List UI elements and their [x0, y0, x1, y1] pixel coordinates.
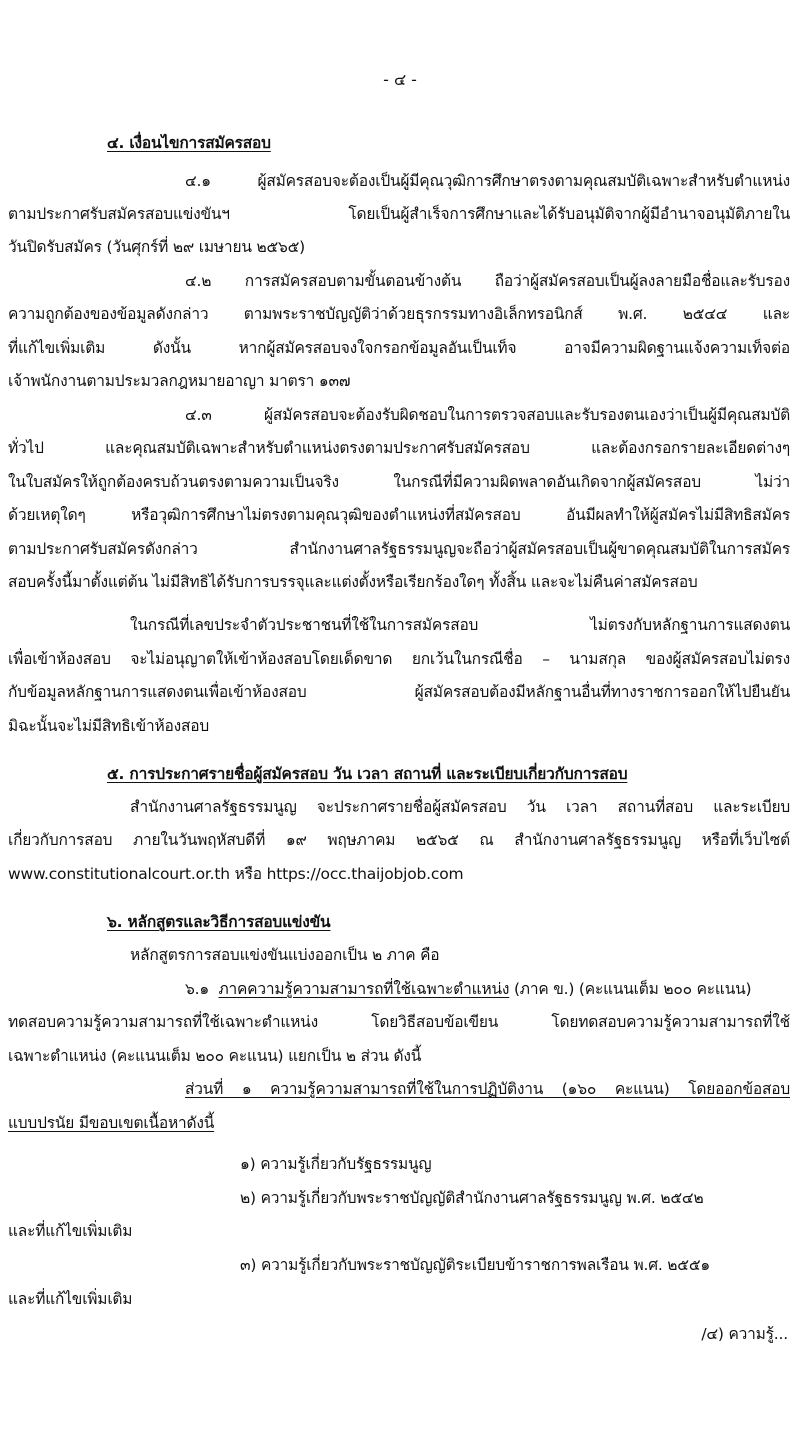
para-4-4-line: เพื่อเข้าห้องสอบ จะไม่อนุญาตให้เข้าห้องสอบโดยเด็ดขาด ยกเว้นในกรณีชื่อ – นามสกุล ของผู้สมัครสอบไม่ตรง	[8, 650, 790, 668]
para-6-1-line: ทดสอบความรู้ความสามารถที่ใช้เฉพาะตำแหน่ง โดยวิธีสอบข้อเขียน โดยทดสอบความรู้ความสามารถที่ใช้	[8, 1013, 790, 1031]
para-4-2-line: ที่แก้ไขเพิ่มเติม ดังนั้น หากผู้สมัครสอบจงใจกรอกข้อมูลอันเป็นเท็จ อาจมีความผิดฐานแจ้งความเท็จต่อ	[8, 339, 790, 357]
section-5-heading: ๕. การประกาศรายชื่อผู้สมัครสอบ วัน เวลา สถานที่ และระเบียบเกี่ยวกับการสอบ	[107, 765, 628, 783]
list-item-continuation: และที่แก้ไขเพิ่มเติม	[8, 1290, 133, 1308]
section-5-url-line: www.constitutionalcourt.or.th หรือ https://occ.thaijobjob.com	[8, 865, 464, 883]
section-5-line: สำนักงานศาลรัฐธรรมนูญ จะประกาศรายชื่อผู้สมัครสอบ วัน เวลา สถานที่สอบ และระเบียบ	[130, 798, 790, 816]
list-item: ๓) ความรู้เกี่ยวกับพระราชบัญญัติระเบียบข้าราชการพลเรือน พ.ศ. ๒๕๕๑	[240, 1256, 711, 1274]
section-4-heading: ๔. เงื่อนไขการสมัครสอบ	[107, 134, 271, 152]
para-4-4-line: ในกรณีที่เลขประจำตัวประชาชนที่ใช้ในการสมัครสอบ ไม่ตรงกับหลักฐานการแสดงตน	[130, 616, 790, 634]
para-4-1-line: วันปิดรับสมัคร (วันศุกร์ที่ ๒๙ เมษายน ๒๕๖๕)	[8, 238, 306, 256]
para-4-3-line: ด้วยเหตุใดๆ หรือวุฒิการศึกษาไม่ตรงตามคุณวุฒิของตำแหน่งที่สมัครสอบ อันมีผลทำให้ผู้สมัครไม่มีสิทธิสมัคร	[8, 506, 790, 524]
para-6-1-number: ๖.๑	[185, 980, 210, 998]
continuation-marker: /๔) ความรู้...	[701, 1325, 788, 1343]
section-5-line: เกี่ยวกับการสอบ ภายในวันพฤหัสบดีที่ ๑๙ พฤษภาคม ๒๕๖๕ ณ สำนักงานศาลรัฐธรรมนูญ หรือที่เว็บไซต์	[8, 831, 790, 849]
section-6-intro: หลักสูตรการสอบแข่งขันแบ่งออกเป็น ๒ ภาค คือ	[130, 946, 440, 964]
list-item: ๑) ความรู้เกี่ยวกับรัฐธรรมนูญ	[240, 1155, 432, 1173]
para-4-2-line: ๔.๒ การสมัครสอบตามขั้นตอนข้างต้น ถือว่าผู้สมัครสอบเป็นผู้ลงลายมือชื่อและรับรอง	[185, 272, 790, 290]
para-6-1-title-underlined: ภาคความรู้ความสามารถที่ใช้เฉพาะตำแหน่ง	[218, 980, 510, 998]
para-6-1-title	[185, 978, 800, 1000]
para-4-1-line: ๔.๑ ผู้สมัครสอบจะต้องเป็นผู้มีคุณวุฒิการศึกษาตรงตามคุณสมบัติเฉพาะสำหรับตำแหน่ง	[185, 172, 790, 190]
part-1-line: ส่วนที่ ๑ ความรู้ความสามารถที่ใช้ในการปฏิบัติงาน (๑๖๐ คะแนน) โดยออกข้อสอบ	[185, 1080, 790, 1098]
para-4-3-line: ๔.๓ ผู้สมัครสอบจะต้องรับผิดชอบในการตรวจสอบและรับรองตนเองว่าเป็นผู้มีคุณสมบัติ	[185, 406, 790, 424]
para-6-1-title-rest: (ภาค ข.) (คะแนนเต็ม ๒๐๐ คะแนน)	[509, 980, 752, 998]
para-6-1-line: เฉพาะตำแหน่ง (คะแนนเต็ม ๒๐๐ คะแนน) แยกเป็น ๒ ส่วน ดังนี้	[8, 1047, 422, 1065]
para-4-4-line: กับข้อมูลหลักฐานการแสดงตนเพื่อเข้าห้องสอบ ผู้สมัครสอบต้องมีหลักฐานอื่นที่ทางราชการออกให้ไปยืนยัน	[8, 683, 790, 701]
part-1-line: แบบปรนัย มีขอบเขตเนื้อหาดังนี้	[8, 1114, 215, 1132]
section-6-heading: ๖. หลักสูตรและวิธีการสอบแข่งขัน	[107, 913, 331, 931]
para-4-1-line: ตามประกาศรับสมัครสอบแข่งขันฯ โดยเป็นผู้สำเร็จการศึกษาและได้รับอนุมัติจากผู้มีอำนาจอนุมัติภายใน	[8, 205, 790, 223]
para-4-2-line: ความถูกต้องของข้อมูลดังกล่าว ตามพระราชบัญญัติว่าด้วยธุรกรรมทางอิเล็กทรอนิกส์ พ.ศ. ๒๕๔๔ และ	[8, 305, 790, 323]
list-item-continuation: และที่แก้ไขเพิ่มเติม	[8, 1222, 133, 1240]
para-4-4-line: มิฉะนั้นจะไม่มีสิทธิเข้าห้องสอบ	[8, 717, 209, 735]
para-4-3-line: ในใบสมัครให้ถูกต้องครบถ้วนตรงตามความเป็นจริง ในกรณีที่มีความผิดพลาดอันเกิดจากผู้สมัครสอบ ไม่ว่า	[8, 473, 790, 491]
list-item: ๒) ความรู้เกี่ยวกับพระราชบัญญัติสำนักงานศาลรัฐธรรมนูญ พ.ศ. ๒๕๔๒	[240, 1189, 704, 1207]
para-4-3-line: ตามประกาศรับสมัครดังกล่าว สำนักงานศาลรัฐธรรมนูญจะถือว่าผู้สมัครสอบเป็นผู้ขาดคุณสมบัติในการสมัคร	[8, 540, 790, 558]
para-4-2-line: เจ้าพนักงานตามประมวลกฎหมายอาญา มาตรา ๑๓๗	[8, 372, 351, 390]
page-number: - ๔ -	[383, 70, 417, 89]
para-4-3-line: สอบครั้งนี้มาตั้งแต่ต้น ไม่มีสิทธิได้รับการบรรจุและแต่งตั้งหรือเรียกร้องใดๆ ทั้งสิ้น และจะไม่คืนค่าสมัครสอบ	[8, 573, 698, 591]
para-4-3-line: ทั่วไป และคุณสมบัติเฉพาะสำหรับตำแหน่งตรงตามประกาศรับสมัครสอบ และต้องกรอกรายละเอียดต่างๆ	[8, 439, 790, 457]
